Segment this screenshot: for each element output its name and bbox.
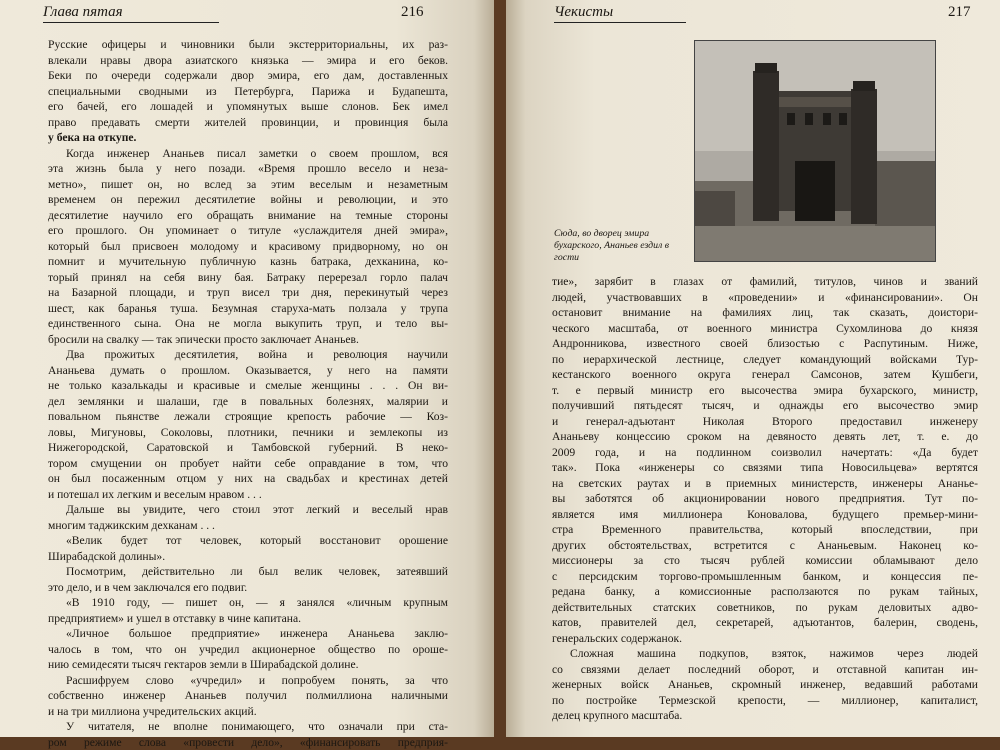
text-line: и генерал-адъютант Николая Второго предоставил инженеру xyxy=(552,414,978,430)
page-number-left: 216 xyxy=(401,4,424,21)
header-rule-left xyxy=(43,22,219,23)
text-line: «Личное большое предприятие» инженера Ананьева заклю- xyxy=(48,626,448,642)
chapter-title: Чекисты xyxy=(554,4,613,21)
photo-caption: Сюда, во дворец эмира бухарского, Ананьев ездил в гости xyxy=(554,228,694,264)
text-line: чалось в том, что он учредил акционерное общество по ороше- xyxy=(48,642,448,658)
text-line: который был присвоен молодому и красивому придворному, но он xyxy=(48,239,448,255)
left-body-text xyxy=(48,37,448,750)
text-line: стра Временного правительства, который впоследствии, при xyxy=(552,522,978,538)
text-line: единственного сына. Она не могла выкупить труп, и тело вы- xyxy=(48,316,448,332)
text-line: десятилетие научило его обращать внимание на темные стороны xyxy=(48,208,448,224)
text-line: по постройке Термезской крепости, — миллионер, капиталист, xyxy=(552,693,978,709)
text-line: нию семидесяти тысяч гектаров земли в Ширабадской долине. xyxy=(48,657,448,673)
text-line: катов, правителей дел, секретарей, адъютантов, балерин, сводень, xyxy=(552,615,978,631)
text-line: многим таджикским дехканам . . . xyxy=(48,518,448,534)
text-line: «Велик будет тот человек, который восстановит орошение xyxy=(48,533,448,549)
text-line: и на три миллиона учредительских акций. xyxy=(48,704,448,720)
page-number-right: 217 xyxy=(948,4,971,21)
text-line: Дальше вы увидите, чего стоил этот легкий и веселый нрав xyxy=(48,502,448,518)
text-line: право предавать смерти жителей провинции, и провинция была xyxy=(48,115,448,131)
text-line: не только казалькады и красивые и смелые женщины . . . Он ви- xyxy=(48,378,448,394)
text-line: тором смущении он пробует найти себе оправдание в том, что xyxy=(48,456,448,472)
text-line: т. е первый министр его высочества эмира бухарского, министр, xyxy=(552,383,978,399)
text-line: Андронникова, известного своей близостью с Распутиным. Ниже, xyxy=(552,336,978,352)
text-line: Сложная машина подкупов, взяток, нажимов через людей xyxy=(552,646,978,662)
text-line: тие», зарябит в глазах от фамилий, титулов, чинов и званий xyxy=(552,274,978,290)
text-line: Беки по очереди содержали двор эмира, его дам, доставленных xyxy=(48,68,448,84)
text-line: Расшифруем слово «учредил» и попробуем понять, за что xyxy=(48,673,448,689)
text-line: на Базарной площади, и труп висел три дня, перекинутый через xyxy=(48,285,448,301)
text-line: у бека на откупе. xyxy=(48,130,448,146)
text-line: ром режиме слова «провести дело», «финансировать предприя- xyxy=(48,735,448,750)
text-line: «В 1910 году, — пишет он, — я занялся «личным крупным xyxy=(48,595,448,611)
text-line: с персидским торгово-промышленным банком, и концессия пе- xyxy=(552,569,978,585)
text-line: кестанского военного округа генерал Самсонов, затем Кушбеги, xyxy=(552,367,978,383)
text-line: Посмотрим, действительно ли был велик человек, затеявший xyxy=(48,564,448,580)
text-line: шест, как баранья туша. Безумная старуха-мать ползала у трупа xyxy=(48,301,448,317)
text-line: его бачей, его лошадей и упомянутых выше слонов. Бек имел xyxy=(48,99,448,115)
header-rule-right xyxy=(554,22,686,23)
right-page xyxy=(506,0,1000,737)
text-line: влекали нравы двора азиатского князька — эмира и его беков. xyxy=(48,53,448,69)
text-line: получивший пятьдесят тысяч, и однажды его высочество эмир xyxy=(552,398,978,414)
right-body-text xyxy=(552,274,978,724)
palace-photo xyxy=(694,40,936,262)
text-line: редана банку, а комиссионные расползаются по рукам тайных, xyxy=(552,584,978,600)
text-line: метно», пишет он, но вслед за этим веселым и незаметным xyxy=(48,177,448,193)
text-line: помнит и мучительную публичную казнь батрака, дехканина, ко- xyxy=(48,254,448,270)
text-line: людей, участвовавших в «проведении» и «финансировании». Он xyxy=(552,290,978,306)
text-line: женерных войск Ананьев, скромный инженер, ведавший работами xyxy=(552,677,978,693)
text-line: временем он пережил десятилетие войны и революции, и это xyxy=(48,192,448,208)
text-line: Нижегородской, Саратовской и Тамбовской губерний. В неко- xyxy=(48,440,448,456)
text-line: его прошлого. Он упоминает о титуле «услаждителя дней эмира», xyxy=(48,223,448,239)
text-line: делец крупного масштаба. xyxy=(552,708,978,724)
text-line: он был посаженным отцом у них на свадьбах и крестинах детей xyxy=(48,471,448,487)
text-line: Ананьева думать о прошлом. Оказывается, у него на памяти xyxy=(48,363,448,379)
chapter-title: Глава пятая xyxy=(43,4,123,21)
text-line: со связями делает последний оборот, и отставной капитан ин- xyxy=(552,662,978,678)
text-line: миссионеры за сто тысяч рублей комиссии обламывают дело xyxy=(552,553,978,569)
text-line: специальными сводными из Петербурга, Парижа и Будапешта, xyxy=(48,84,448,100)
text-line: бросили на свалку — так эпически просто заключает Ананьев. xyxy=(48,332,448,348)
text-line: У читателя, не вполне понимающего, что означали при ста- xyxy=(48,719,448,735)
text-line: так». Пока «инженеры со связями типа Новосильцева» вертятся xyxy=(552,460,978,476)
text-line: на светских раутах и в приемных министерств, инженеры Ананье- xyxy=(552,476,978,492)
text-line: генеральских содержанок. xyxy=(552,631,978,647)
text-line: и потешал их легким и веселым нравом . . . xyxy=(48,487,448,503)
text-line: торый принял на себя вину бая. Батраку перерезал горло палач xyxy=(48,270,448,286)
text-line: дел землянки и шалаши, где в повальных болезнях, малярии и xyxy=(48,394,448,410)
text-line: является имя миллионера Коновалова, будущего премьер-мини- xyxy=(552,507,978,523)
text-line: по иерархической лестнице, следует командующий войсками Тур- xyxy=(552,352,978,368)
text-line: предприятием» и ушел в отставку в чине капитана. xyxy=(48,611,448,627)
text-line: других обстоятельствах, встретится с Ананьевым. Наконец ко- xyxy=(552,538,978,554)
text-line: ловы, Мигуновы, Соколовы, плотники, печники и землекопы из xyxy=(48,425,448,441)
text-line: эта жизнь была у него позади. «Время прошло весело и неза- xyxy=(48,161,448,177)
text-line: повальном пьянстве лежали строящие крепость рабочие — Коз- xyxy=(48,409,448,425)
text-line: Ширабадской долины». xyxy=(48,549,448,565)
text-line: Русские офицеры и чиновники были экстерриториальны, их раз- xyxy=(48,37,448,53)
text-line: вы заботятся об акционировании нового предприятия. Тут по- xyxy=(552,491,978,507)
text-line: ческого масштаба, от военного министра Сухомлинова до князя xyxy=(552,321,978,337)
text-line: собственно инженер Ананьев получил полмиллиона наличными xyxy=(48,688,448,704)
text-line: 2009 года, и на подлинном соизволил начертать: «Да будет xyxy=(552,445,978,461)
text-line: остановит внимание на фамилиях лиц, так сказать, доистори- xyxy=(552,305,978,321)
text-line: Когда инженер Ананьев писал заметки о своем прошлом, вся xyxy=(48,146,448,162)
text-line: действительных статских советников, по рукам деловитых адво- xyxy=(552,600,978,616)
text-line: Ананьеву концессию сроком на девяносто девять лет, т. е. до xyxy=(552,429,978,445)
text-line: Два прожитых десятилетия, война и революция научили xyxy=(48,347,448,363)
text-line: это дело, и в чем заключался его подвиг. xyxy=(48,580,448,596)
left-page xyxy=(0,0,494,737)
